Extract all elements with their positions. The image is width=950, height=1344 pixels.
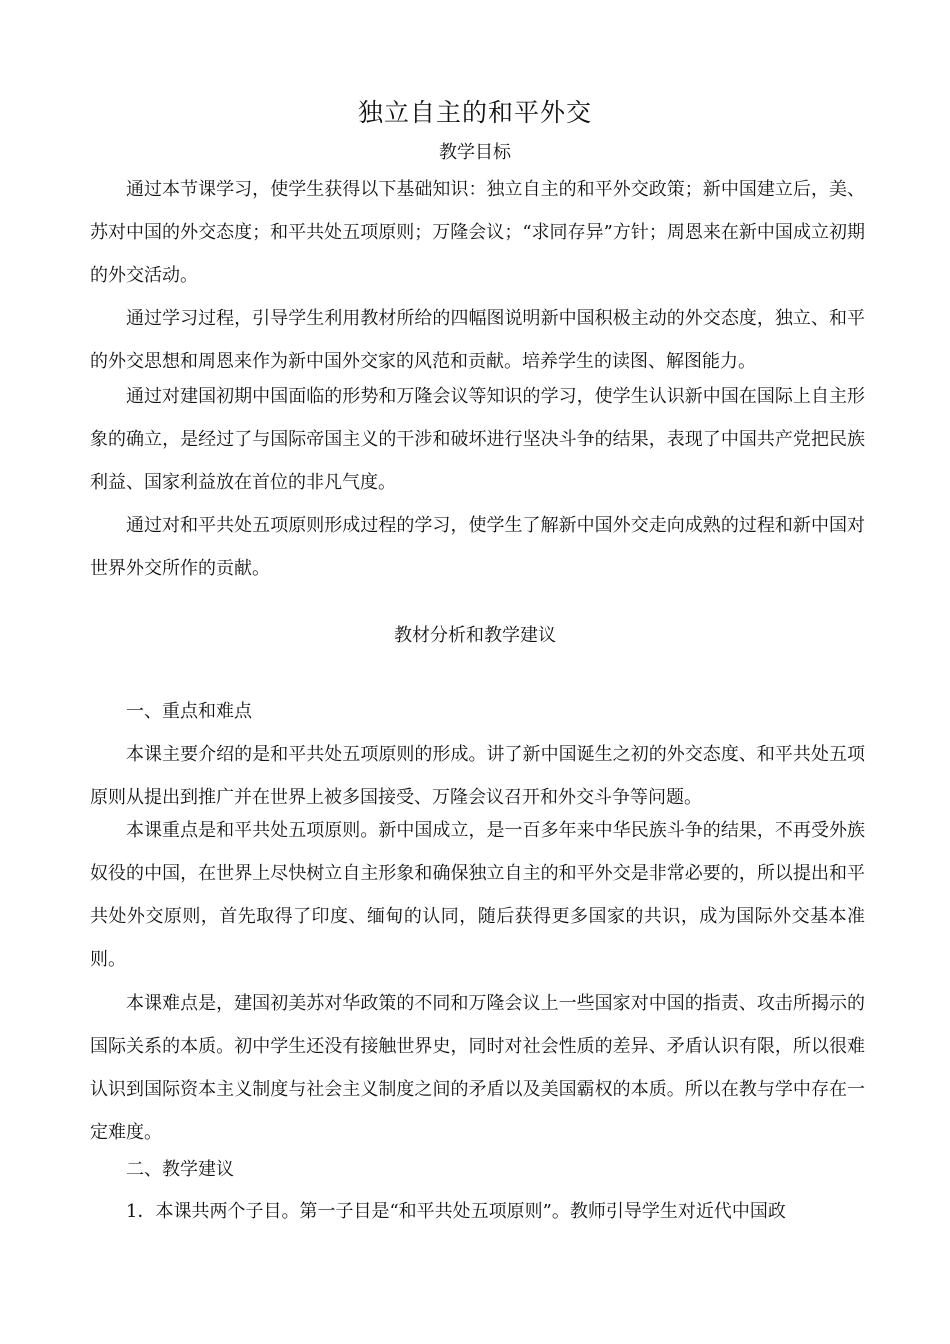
analysis-paragraph-1: 本课主要介绍的是和平共处五项原则的形成。讲了新中国诞生之初的外交态度、和平共处五项原则从提出到推广并在世界上被多国接受、万隆会议召开和外交斗争等问题。 [90, 744, 865, 808]
section-heading-analysis: 教材分析和教学建议 [394, 625, 556, 646]
analysis-paragraph-2: 本课重点是和平共处五项原则。新中国成立，是一百多年来中华民族斗争的结果，不再受外族奴役的中国，在世界上尽快树立自主形象和确保独立自主的和平外交是非常必要的，所以提出和平共处外交原则，首先取得了印度、缅甸的认同，随后获得更多国家的共识，成为国际外交基本准则。 [90, 820, 865, 970]
document-title: 独立自主的和平外交 [357, 98, 592, 127]
objective-paragraph-2: 通过学习过程，引导学生利用教材所给的四幅图说明新中国积极主动的外交态度，独立、和平的外交思想和周恩来作为新中国外交家的风范和贡献。培养学生的读图、解图能力。 [90, 308, 865, 372]
objective-paragraph-3: 通过对建国初期中国面临的形势和万隆会议等知识的学习，使学生认识新中国在国际上自主形象的确立，是经过了与国际帝国主义的干涉和破坏进行坚决斗争的结果，表现了中国共产党把民族利益、国家利益放在首位的非凡气度。 [90, 386, 865, 493]
subheading-key-points: 一、重点和难点 [126, 701, 252, 722]
section-heading-objectives: 教学目标 [439, 142, 511, 163]
subheading-suggestions: 二、教学建议 [126, 1159, 234, 1180]
objective-paragraph-4: 通过对和平共处五项原则形成过程的学习，使学生了解新中国外交走向成熟的过程和新中国对世界外交所作的贡献。 [90, 515, 865, 579]
analysis-paragraph-3: 本课难点是，建国初美苏对华政策的不同和万隆会议上一些国家对中国的指责、攻击所揭示的国际关系的本质。初中学生还没有接触世界史，同时对社会性质的差异、矛盾认识有限，所以很难认识到国际资本主义制度与社会主义制度之间的矛盾以及美国霸权的本质。所以在教与学中存在一定难度。 [90, 993, 865, 1143]
objective-paragraph-1: 通过本节课学习，使学生获得以下基础知识：独立自主的和平外交政策；新中国建立后，美、苏对中国的外交态度；和平共处五项原则；万隆会议；“求同存异”方针；周恩来在新中国成立初期的外交活动。 [90, 179, 865, 286]
suggestion-paragraph-1: 1．本课共两个子目。第一子目是“和平共处五项原则”。教师引导学生对近代中国政 [126, 1201, 786, 1222]
